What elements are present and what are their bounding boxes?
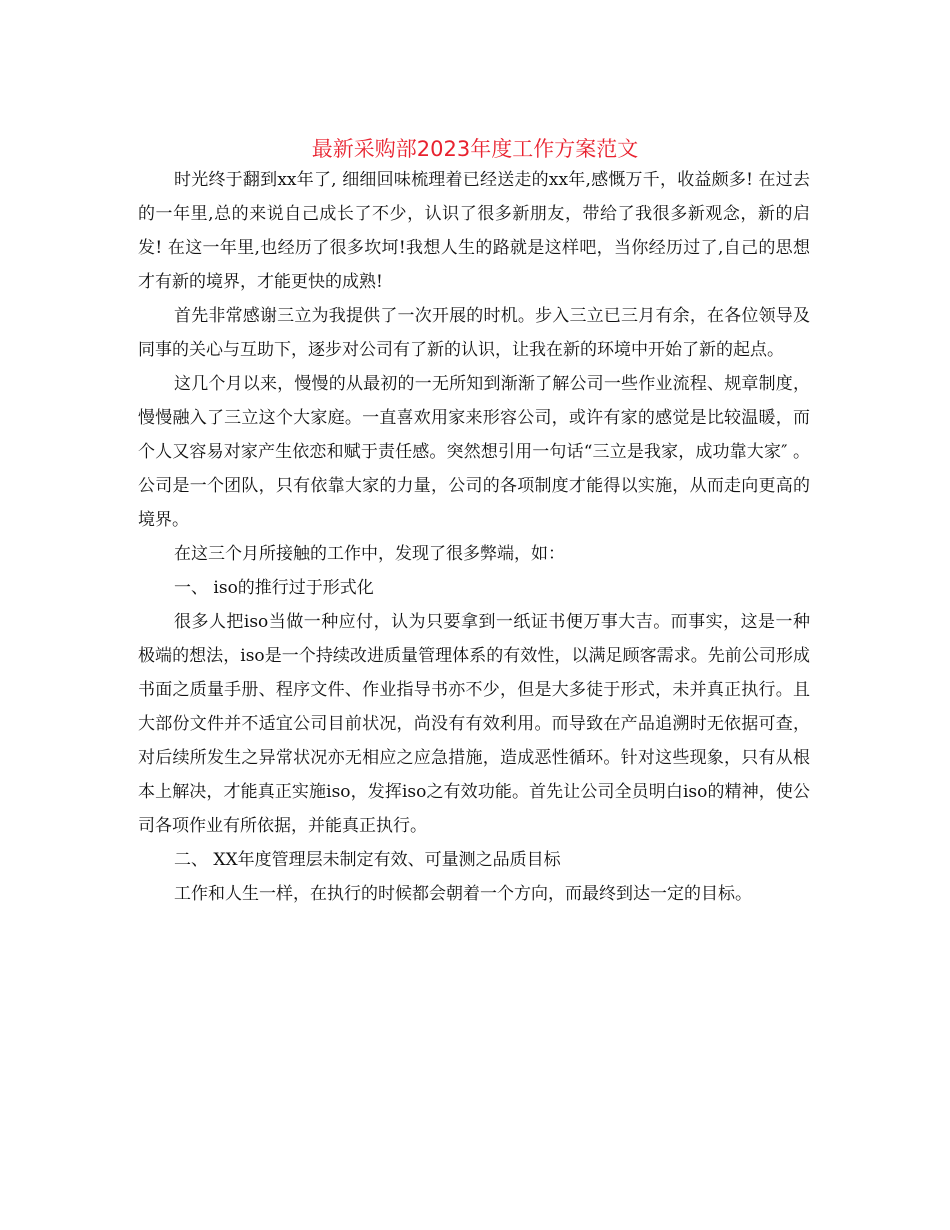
paragraph-thanks: 首先非常感谢三立为我提供了一次开展的时机。步入三立已三月有余，在各位领导及同事的关心与互助下，逐步对公司有了新的认识，让我在新的环境中开始了新的起点。 [138,306,810,360]
section-heading-quality-goals: 二、 XX年度管理层未制定有效、可量测之品质目标 [174,850,561,870]
paragraph-intro: 时光终于翻到xx年了, 细细回味梳理着已经送走的xx年,感慨万千，收益颇多! 在过去的一年里,总的来说自己成长了不少，认识了很多新朋友，带给了我很多新观念，新的启发! 在这一年里,也经历了很多坎坷!我想人生的路就是这样吧，当你经历过了,自己的思想才有新的境界，才能更快的成熟! [138,170,810,292]
paragraph-work-life: 工作和人生一样，在执行的时候都会朝着一个方向，而最终到达一定的目标。 [174,884,752,904]
paragraph-months: 这几个月以来，慢慢的从最初的一无所知到渐渐了解公司一些作业流程、规章制度，慢慢融入了三立这个大家庭。一直喜欢用家来形容公司，或许有家的感觉是比较温暖，而个人又容易对家产生依恋和赋于责任感。突然想引用一句话“三立是我家，成功靠大家″ 。公司是一个团队，只有依靠大家的力量，公司的各项制度才能得以实施，从而走向更高的境界。 [138,374,810,530]
document-body [138,163,810,911]
paragraph-iso: 很多人把iso当做一种应付，认为只要拿到一纸证书便万事大吉。而事实，这是一种极端的想法，iso是一个持续改进质量管理体系的有效性，以满足顾客需求。先前公司形成书面之质量手册、程序文件、作业指导书亦不少，但是大多徒于形式，未并真正执行。且大部份文件并不适宜公司目前状况，尚没有有效利用。而导致在产品追溯时无依据可查，对后续所发生之异常状况亦无相应之应急措施，造成恶性循环。针对这些现象，只有从根本上解决，才能真正实施iso，发挥iso之有效功能。首先让公司全员明白iso的精神，使公司各项作业有所依据，并能真正执行。 [138,612,810,836]
section-heading-iso: 一、 iso的推行过于形式化 [174,578,374,598]
paragraph-problems-intro: 在这三个月所接触的工作中，发现了很多弊端，如： [174,544,565,564]
document-title: 最新采购部2023年度工作方案范文 [311,137,639,161]
